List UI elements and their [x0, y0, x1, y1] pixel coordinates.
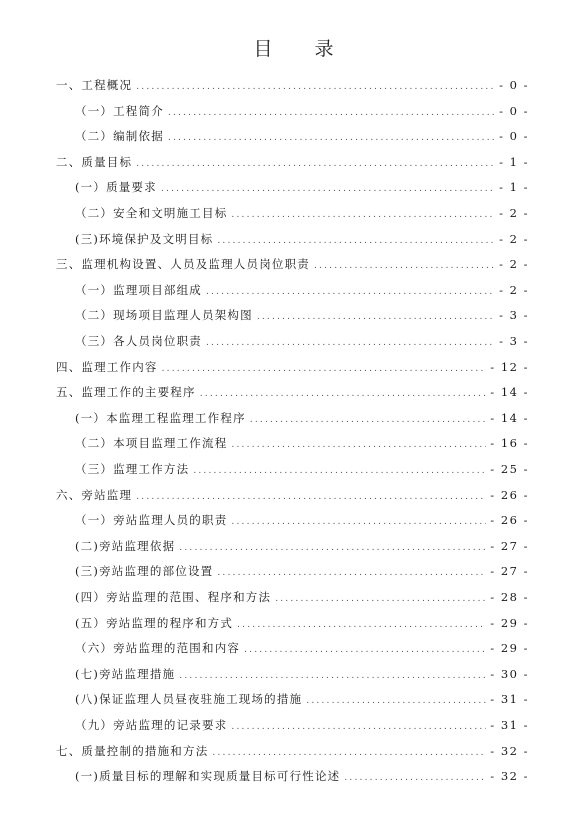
toc-entry[interactable] [0, 78, 529, 92]
toc-entry-page-number: - 14 - [490, 410, 529, 425]
toc-entry-label: （二）现场项目监理人员架构图 [75, 308, 253, 323]
toc-entry-label: (五）旁站监理的程序和方式 [75, 615, 234, 630]
dot-leader [231, 208, 495, 222]
toc-entry-label: （六）旁站监理的范围和内容 [75, 641, 241, 656]
toc-entry-page-number: - 12 - [490, 359, 529, 374]
dot-leader [217, 566, 486, 580]
toc-entry[interactable] [0, 334, 529, 348]
toc-entry[interactable] [0, 488, 529, 502]
dot-leader [206, 336, 495, 350]
dot-leader [231, 515, 486, 529]
toc-entry-page-number: - 2 - [499, 206, 529, 220]
toc-entry[interactable] [0, 129, 529, 143]
toc-entry-label: （九）旁站监理的记录要求 [75, 718, 228, 732]
toc-entry[interactable] [0, 155, 529, 169]
dot-leader [231, 438, 486, 452]
dot-leader [161, 182, 495, 196]
toc-entry-page-number: - 26 - [490, 513, 529, 528]
toc-entry-page-number: - 28 - [490, 590, 529, 604]
dot-leader [136, 80, 495, 94]
toc-entry-label: （一）工程简介 [75, 103, 164, 118]
toc-entry[interactable] [0, 257, 529, 271]
toc-entry[interactable] [0, 436, 529, 450]
toc-entry-label: 六、旁站监理 [56, 487, 133, 502]
dot-leader [237, 618, 486, 632]
toc-entry-label: （一）监理项目部组成 [75, 282, 202, 297]
dot-leader [314, 259, 495, 273]
toc-entry-label: 七、质量控制的措施和方法 [56, 743, 209, 758]
toc-entry-page-number: - 2 - [499, 231, 529, 246]
toc-entry-page-number: - 2 - [499, 282, 529, 297]
dot-leader [200, 387, 487, 401]
toc-entry-page-number: - 32 - [490, 769, 529, 784]
dot-leader [231, 720, 486, 734]
toc-entry-label: (三)旁站监理的部位设置 [75, 564, 214, 579]
toc-entry-label: 一、工程概况 [56, 78, 133, 92]
dot-leader [257, 310, 495, 324]
toc-entry-page-number: - 2 - [499, 257, 529, 272]
toc-entry[interactable] [0, 206, 529, 220]
toc-entry-label: 二、质量目标 [56, 154, 133, 169]
dot-leader [136, 490, 486, 504]
toc-entry-label: （二）编制依据 [75, 129, 164, 144]
toc-entry-label: （二）安全和文明施工目标 [75, 206, 228, 220]
dot-leader [206, 285, 495, 299]
toc-entry[interactable] [0, 692, 529, 706]
dot-leader [244, 643, 486, 657]
toc-entry-label: （三）监理工作方法 [75, 462, 190, 476]
toc-entry-page-number: - 0 - [499, 103, 529, 118]
toc-entry-page-number: - 14 - [490, 385, 529, 400]
toc-entry[interactable] [0, 283, 529, 297]
toc-entry[interactable] [0, 539, 529, 553]
toc-entry-page-number: - 16 - [490, 436, 529, 451]
toc-entry-page-number: - 1 - [499, 180, 529, 195]
toc-entry-page-number: - 0 - [499, 78, 529, 92]
toc-entry[interactable] [0, 385, 529, 399]
toc-entry-page-number: - 29 - [490, 615, 529, 630]
toc-entry[interactable] [0, 180, 529, 194]
toc-entry-label: (八)保证监理人员昼夜驻施工现场的措施 [75, 692, 303, 707]
toc-entry[interactable] [0, 744, 529, 758]
toc-entry-page-number: - 27 - [490, 564, 529, 579]
dot-leader [179, 669, 486, 683]
toc-entry-page-number: - 3 - [499, 334, 529, 348]
toc-entry[interactable] [0, 667, 529, 681]
toc-entry-label: (一）质量要求 [75, 180, 157, 195]
toc-entry[interactable] [0, 564, 529, 578]
toc-entry-page-number: - 26 - [490, 487, 529, 502]
toc-entry-label: 五、监理工作的主要程序 [56, 385, 196, 400]
dot-leader [344, 771, 486, 785]
toc-entry-page-number: - 25 - [490, 462, 529, 476]
toc-entry-label: (七)旁站监理措施 [75, 666, 176, 681]
dot-leader [275, 592, 486, 606]
dot-leader [217, 234, 495, 248]
toc-entry[interactable] [0, 104, 529, 118]
toc-entry-page-number: - 32 - [490, 743, 529, 758]
toc-entry[interactable] [0, 718, 529, 732]
toc-entry-page-number: - 27 - [490, 538, 529, 553]
toc-entry[interactable] [0, 513, 529, 527]
toc-entry-label: 三、监理机构设置、人员及监理人员岗位职责 [56, 257, 310, 272]
toc-entry[interactable] [0, 641, 529, 655]
toc-entry[interactable] [0, 462, 529, 476]
toc-entry-page-number: - 31 - [490, 692, 529, 707]
dot-leader [136, 157, 495, 171]
toc-entry-page-number: - 3 - [499, 308, 529, 323]
toc-entry[interactable] [0, 769, 529, 783]
toc-entry-label: （三）各人员岗位职责 [75, 334, 202, 348]
toc-entry-page-number: - 30 - [490, 666, 529, 681]
dot-leader [250, 413, 486, 427]
dot-leader [162, 362, 487, 376]
toc-entry-page-number: - 1 - [499, 154, 529, 169]
toc-entry-page-number: - 31 - [490, 718, 529, 732]
page-title: 目 录 [253, 38, 352, 60]
dot-leader [193, 464, 486, 478]
toc-entry-label: (三)环境保护及文明目标 [75, 231, 214, 246]
toc-entry-label: (二)旁站监理依据 [75, 538, 176, 553]
toc-entry[interactable] [0, 308, 529, 322]
toc-entry-page-number: - 0 - [499, 129, 529, 144]
toc-entry-label: (一）本监理工程监理工作程序 [75, 410, 246, 425]
toc-entry[interactable] [0, 590, 529, 604]
dot-leader [179, 541, 486, 555]
toc-entry-label: （二）本项目监理工作流程 [75, 436, 228, 451]
toc-entry-label: 四、监理工作内容 [56, 359, 158, 374]
dot-leader [168, 131, 495, 145]
toc-entry-label: (四）旁站监理的范围、程序和方法 [75, 590, 272, 604]
toc-entry-page-number: - 29 - [490, 641, 529, 656]
dot-leader [306, 694, 486, 708]
toc-entry[interactable] [0, 232, 529, 246]
toc-entry-label: (一)质量目标的理解和实现质量目标可行性论述 [75, 769, 341, 784]
toc-entry[interactable] [0, 616, 529, 630]
toc-entry[interactable] [0, 360, 529, 374]
dot-leader [168, 106, 495, 120]
dot-leader [212, 746, 486, 760]
toc-entry-label: （一）旁站监理人员的职责 [75, 513, 228, 528]
toc-entry[interactable] [0, 411, 529, 425]
